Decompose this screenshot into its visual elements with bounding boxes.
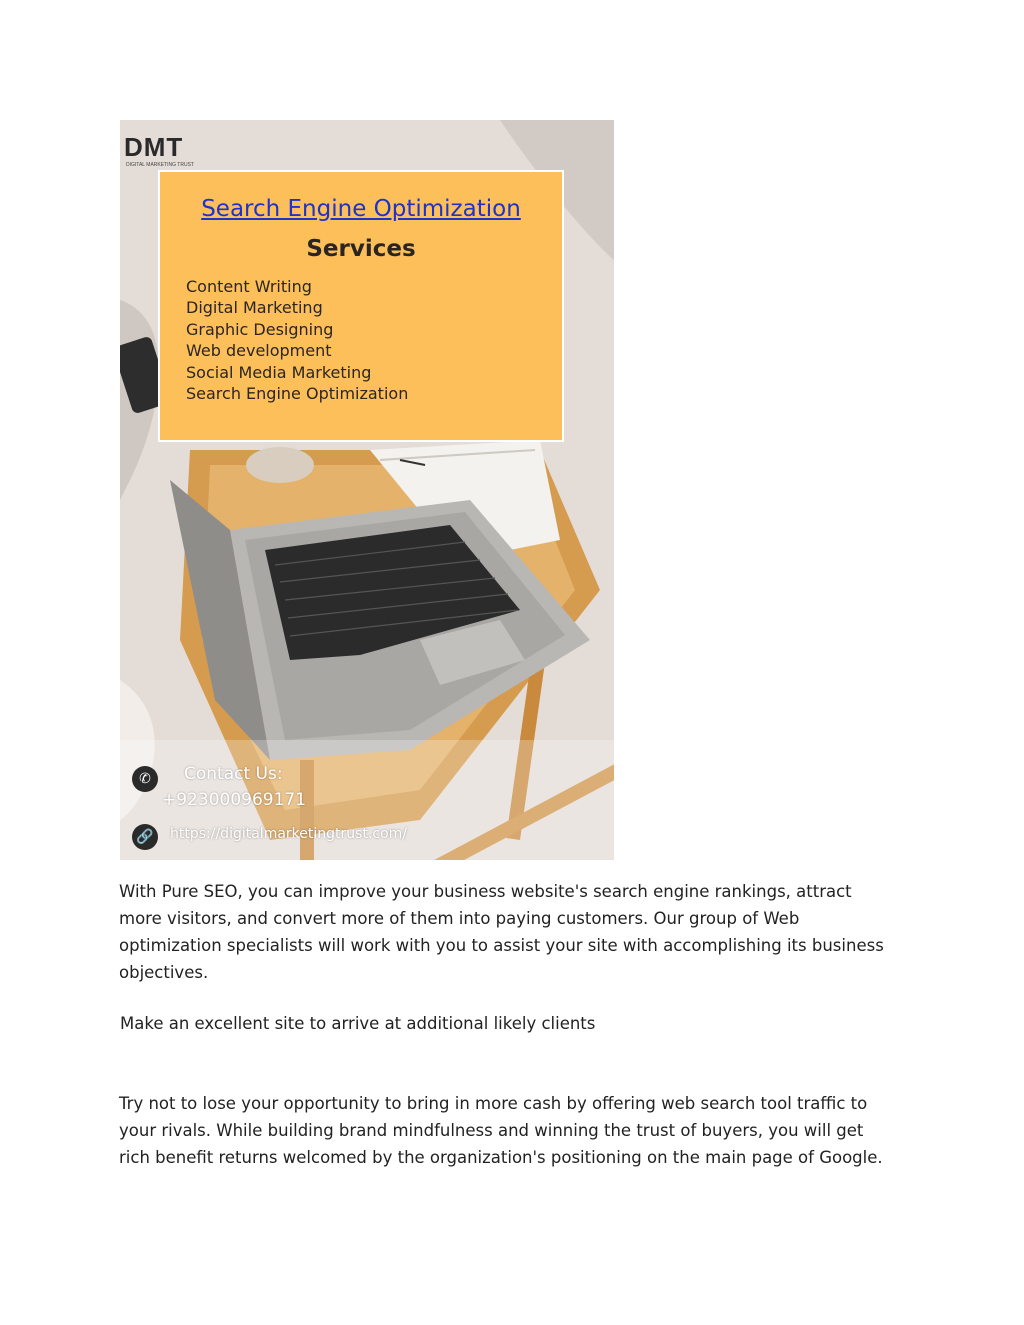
intro-paragraph: With Pure SEO, you can improve your business website's search engine rankings, attract more visitors, and convert more of them into paying customers. Our group of Web optimization specialists will work with you to assist your site with accomplishing its business objectives. xyxy=(119,882,884,982)
contact-block xyxy=(120,760,614,860)
service-item: Graphic Designing xyxy=(186,319,334,339)
service-item: Social Media Marketing xyxy=(186,362,372,382)
contact-url[interactable]: https://digitalmarketingtrust.com/ xyxy=(170,826,407,842)
benefit-paragraph: Try not to lose your opportunity to bring in more cash by offering web search tool traffic to your rivals. While building brand mindfulness and winning the trust of buyers, you will get rich benefit returns welcomed by the organization's positioning on the main page of Google. xyxy=(119,1094,883,1167)
service-item: Digital Marketing xyxy=(186,298,323,318)
link-icon: 🔗 xyxy=(132,824,158,850)
contact-label: Contact Us: xyxy=(184,764,283,784)
card-subtitle: Services xyxy=(306,236,416,262)
logo-text: DMT xyxy=(124,132,184,162)
phone-icon: ✆ xyxy=(132,766,158,792)
service-item: Search Engine Optimization xyxy=(186,384,409,404)
service-item: Content Writing xyxy=(186,277,312,296)
services-card xyxy=(158,170,564,442)
services-list xyxy=(186,276,408,404)
contact-phone[interactable]: +923000969171 xyxy=(162,790,307,810)
tagline-paragraph: Make an excellent site to arrive at additional likely clients xyxy=(120,1014,596,1033)
service-item: Web development xyxy=(186,341,332,361)
dmt-logo xyxy=(124,132,204,172)
seo-services-poster xyxy=(120,120,614,860)
card-title[interactable]: Search Engine Optimization xyxy=(201,196,521,222)
logo-subtext: DIGITAL MARKETING TRUST xyxy=(126,162,194,168)
